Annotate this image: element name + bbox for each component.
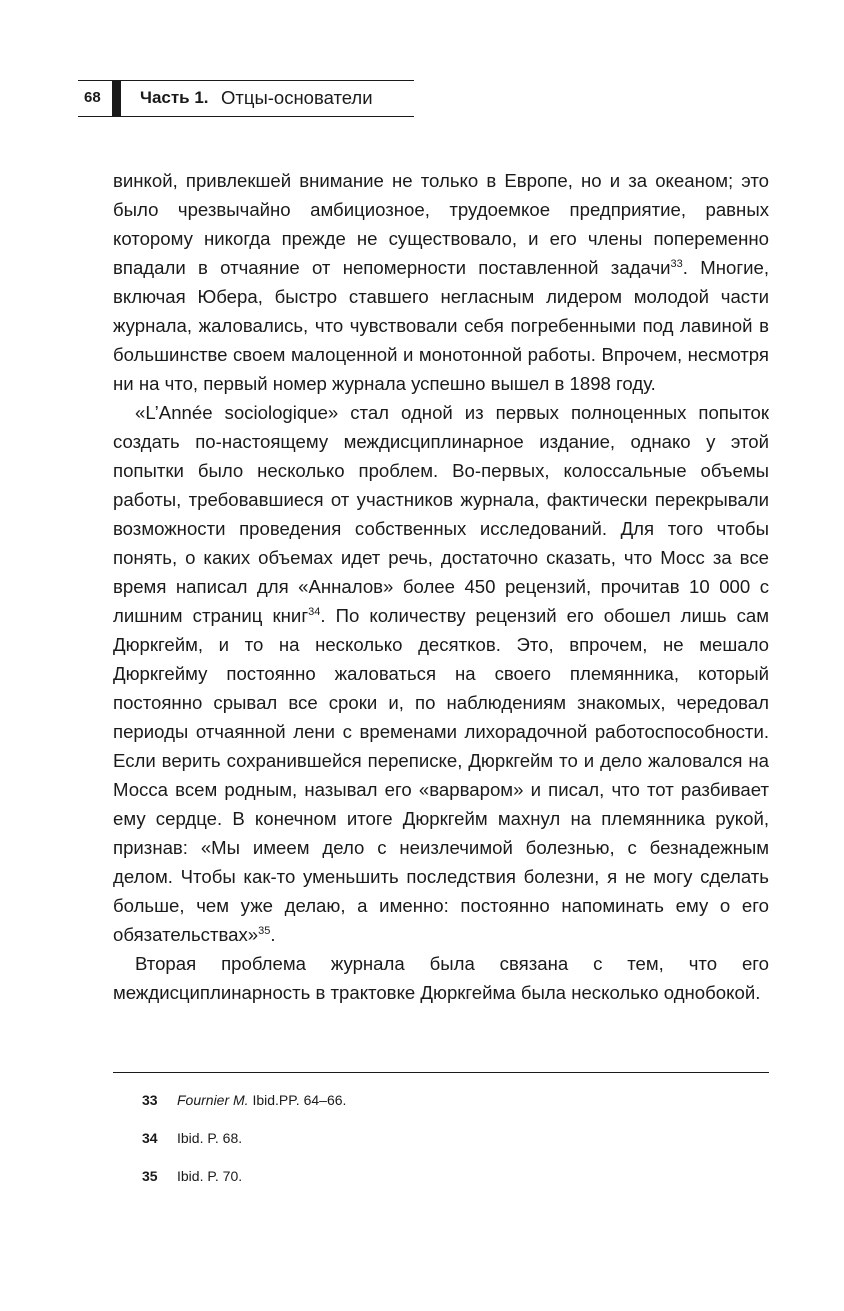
footnote-number: 33 — [142, 1092, 158, 1108]
footnote-text: Ibid.PP. 64–66. — [248, 1092, 347, 1108]
header-top-rule — [78, 80, 414, 81]
paragraph — [113, 166, 769, 398]
paragraph — [113, 398, 769, 949]
paragraph-text: . Многие, включая Юбера, быстро ставшего негласным лидером молодой части журнала, жаловались, что чувствовали себя погребенными под лавиной в большинстве своем малоценной и монотонной работы. Впрочем, несмотря ни на что, первый номер журнала успешно вышел в 1898 году. — [113, 257, 769, 394]
footnote-number: 35 — [142, 1168, 158, 1184]
footnote-ref[interactable]: 34 — [308, 606, 321, 618]
paragraph-text: «L’Année sociologique» стал одной из первых полноценных попыток создать по-настоящему междисциплинарное издание, однако у этой попытки было несколько проблем. Во-первых, колоссальные объемы работы, требовавшиеся от участников журнала, фактически перекрывали возможности проведения собственных исследований. Для того чтобы понять, о каких объемах идет речь, достаточно сказать, что Мосс за все время написал для «Анналов» более 450 рецензий, прочитав 10 000 с лишним страниц книг — [113, 402, 769, 626]
footnote-number: 34 — [142, 1130, 158, 1146]
page-number: 68 — [84, 89, 101, 106]
paragraph-text: Вторая проблема журнала была связана с тем, что его междисциплинарность в трактовке Дюркгейма была несколько однобокой. — [113, 953, 769, 1003]
paragraph-text: винкой, привлекшей внимание не только в Европе, но и за океаном; это было чрезвычайно амбициозное, трудоемкое предприятие, равных которому никогда прежде не существовало, и его члены попеременно впадали в отчаяние от непомерности поставленной задачи — [113, 170, 769, 278]
footnote-ref[interactable]: 33 — [670, 258, 683, 270]
footnote-ref[interactable]: 35 — [258, 925, 271, 937]
footnote-text: Ibid. P. 68. — [177, 1130, 243, 1146]
part-label: Часть 1. — [140, 88, 209, 107]
footnote-34 — [142, 1128, 742, 1166]
footnote-33 — [142, 1090, 742, 1128]
header-bottom-rule — [78, 116, 414, 117]
paragraph — [113, 949, 769, 1007]
footnotes — [142, 1090, 742, 1204]
footnote-text: Ibid. P. 70. — [177, 1168, 243, 1184]
chapter-title: Отцы-основатели — [221, 87, 373, 108]
body-text — [113, 166, 769, 1007]
running-header — [78, 80, 414, 117]
footnote-divider — [113, 1072, 769, 1073]
footnote-35 — [142, 1166, 742, 1204]
footnote-author: Fournier M. — [177, 1092, 249, 1108]
paragraph-text: . — [270, 924, 276, 945]
paragraph-text: . По количеству рецензий его обошел лишь сам Дюркгейм, и то на несколько десятков. Это, впрочем, не мешало Дюркгейму постоянно жаловаться на своего племянника, который постоянно срывал все сроки и, по наблюдениям знакомых, чередовал периоды отчаянной лени с временами лихорадочной работоспособности. Если верить сохранившейся переписке, Дюркгейм то и дело жаловался на Мосса всем родным, называл его «варваром» и писал, что тот разбивает ему сердце. В конечном итоге Дюркгейм махнул на племянника рукой, признав: «Мы имеем дело с неизлечимой болезнью, с безнадежным делом. Чтобы как-то уменьшить последствия болезни, я не могу сделать больше, чем уже делаю, а именно: постоянно напоминать ему о его обязательствах» — [113, 605, 769, 945]
header-bar — [112, 80, 121, 117]
